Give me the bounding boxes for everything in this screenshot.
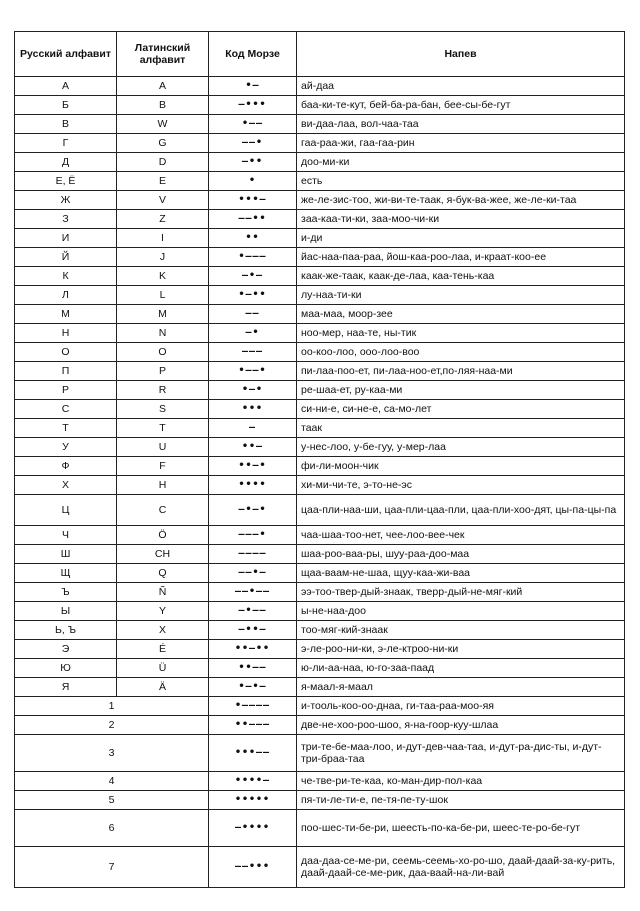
morse-code-cell: ••–•• [209,640,297,659]
morse-code-cell: ––– [209,343,297,362]
russian-letter-cell: Ш [15,545,117,564]
chant-cell: даа-даа-се-ме-ри, сеемь-сеемь-хо-ро-шо, даай-даай-за-ку-рить, даай-даай-се-ме-рик, даа-ваай-на-ли-вай [297,847,625,888]
table-row [15,172,625,191]
table-row [15,96,625,115]
header-morse-code: Код Морзе [209,32,297,77]
table-row [15,791,625,810]
table-row [15,847,625,888]
table-body [15,77,625,888]
digit-cell: 5 [15,791,209,810]
russian-letter-cell: Э [15,640,117,659]
russian-letter-cell: Ц [15,495,117,526]
table-row [15,362,625,381]
table-row [15,697,625,716]
table-row [15,716,625,735]
russian-letter-cell: С [15,400,117,419]
morse-code-cell: •–•– [209,678,297,697]
morse-code-cell: •––– [209,248,297,267]
latin-letter-cell: M [117,305,209,324]
chant-cell: две-не-хоо-роо-шоо, я-на-гоор-куу-шлаа [297,716,625,735]
chant-cell: поо-шес-ти-бе-ри, шеесть-по-ка-бе-ри, шеес-те-ро-бе-гут [297,810,625,847]
table-row [15,343,625,362]
chant-cell: каак-же-таак, каак-де-лаа, каа-тень-каа [297,267,625,286]
latin-letter-cell: X [117,621,209,640]
header-latin-alphabet: Латинский алфавит [117,32,209,77]
chant-cell: ай-даа [297,77,625,96]
morse-table-container [14,31,625,888]
russian-letter-cell: Й [15,248,117,267]
chant-cell: оо-коо-лоо, ооо-лоо-воо [297,343,625,362]
chant-cell: пи-лаа-поо-ет, пи-лаа-ноо-ет,по-ляя-наа-ми [297,362,625,381]
morse-code-cell: ––•–– [209,583,297,602]
digit-cell: 2 [15,716,209,735]
chant-cell: ноо-мер, наа-те, ны-тик [297,324,625,343]
latin-letter-cell: S [117,400,209,419]
table-row [15,305,625,324]
morse-code-cell: ••–– [209,659,297,678]
chant-cell: йас-наа-паа-раа, йош-каа-роо-лаа, и-краат-коо-ее [297,248,625,267]
latin-letter-cell: Z [117,210,209,229]
digit-cell: 4 [15,772,209,791]
chant-cell: маа-маа, моор-зее [297,305,625,324]
table-row [15,267,625,286]
russian-letter-cell: Б [15,96,117,115]
morse-code-cell: •• [209,229,297,248]
latin-letter-cell: Q [117,564,209,583]
chant-cell: лу-наа-ти-ки [297,286,625,305]
chant-cell: у-нес-лоо, у-бе-гуу, у-мер-лаа [297,438,625,457]
morse-code-cell: •••–– [209,735,297,772]
chant-cell: баа-ки-те-кут, бей-ба-ра-бан, бее-сы-бе-гут [297,96,625,115]
chant-cell: ре-шаа-ет, ру-каа-ми [297,381,625,400]
morse-code-cell: ••–• [209,457,297,476]
table-row [15,659,625,678]
chant-cell: ю-ли-аа-наа, ю-го-заа-паад [297,659,625,678]
chant-cell: и-тооль-коо-оо-днаа, ги-таа-раа-моо-яя [297,697,625,716]
table-row [15,419,625,438]
header-chant: Напев [297,32,625,77]
latin-letter-cell: CH [117,545,209,564]
chant-cell: че-тве-ри-те-каа, ко-ман-дир-пол-каа [297,772,625,791]
russian-letter-cell: Х [15,476,117,495]
chant-cell: ы-не-наа-доо [297,602,625,621]
table-row [15,248,625,267]
morse-code-cell: ••••• [209,791,297,810]
latin-letter-cell: W [117,115,209,134]
table-row [15,153,625,172]
chant-cell: доо-ми-ки [297,153,625,172]
table-row [15,457,625,476]
morse-code-cell: –––– [209,545,297,564]
morse-code-cell: ––•• [209,210,297,229]
latin-letter-cell: C [117,495,209,526]
latin-letter-cell: K [117,267,209,286]
russian-letter-cell: У [15,438,117,457]
morse-code-table [14,31,625,888]
latin-letter-cell: L [117,286,209,305]
russian-letter-cell: М [15,305,117,324]
digit-cell: 6 [15,810,209,847]
morse-code-cell: –•••• [209,810,297,847]
chant-cell: щаа-ваам-не-шаа, щуу-каа-жи-ваа [297,564,625,583]
morse-code-cell: ••––– [209,716,297,735]
chant-cell: я-маал-я-маал [297,678,625,697]
latin-letter-cell: Ä [117,678,209,697]
latin-letter-cell: V [117,191,209,210]
chant-cell: пя-ти-ле-ти-е, пе-тя-пе-ту-шок [297,791,625,810]
russian-letter-cell: Д [15,153,117,172]
latin-letter-cell: R [117,381,209,400]
latin-letter-cell: G [117,134,209,153]
chant-cell: тоо-мяг-кий-знаак [297,621,625,640]
russian-letter-cell: Ч [15,526,117,545]
russian-letter-cell: Ж [15,191,117,210]
chant-cell: есть [297,172,625,191]
chant-cell: си-ни-е, си-не-е, са-мо-лет [297,400,625,419]
morse-code-cell: –• [209,324,297,343]
table-row [15,678,625,697]
table-row [15,810,625,847]
latin-letter-cell: H [117,476,209,495]
russian-letter-cell: Ь, Ъ [15,621,117,640]
russian-letter-cell: П [15,362,117,381]
latin-letter-cell: O [117,343,209,362]
chant-cell: же-ле-зис-тоо, жи-ви-те-таак, я-бук-ва-жее, же-ле-ки-таа [297,191,625,210]
chant-cell: ээ-тоо-твер-дый-знаак, тверр-дый-не-мяг-кий [297,583,625,602]
morse-code-cell: •–––– [209,697,297,716]
chant-cell: шаа-роо-ваа-ры, шуу-раа-доо-маа [297,545,625,564]
morse-code-cell: –•–– [209,602,297,621]
latin-letter-cell: P [117,362,209,381]
russian-letter-cell: И [15,229,117,248]
russian-letter-cell: О [15,343,117,362]
russian-letter-cell: Ъ [15,583,117,602]
latin-letter-cell: T [117,419,209,438]
chant-cell: цаа-пли-наа-ши, цаа-пли-цаа-пли, цаа-пли-хоо-дят, цы-па-цы-па [297,495,625,526]
morse-code-cell: •– [209,77,297,96]
latin-letter-cell: U [117,438,209,457]
table-row [15,602,625,621]
table-row [15,286,625,305]
table-row [15,621,625,640]
table-row [15,115,625,134]
russian-letter-cell: Ф [15,457,117,476]
table-row [15,640,625,659]
morse-code-cell: •••– [209,191,297,210]
latin-letter-cell: Y [117,602,209,621]
morse-code-cell: –•–• [209,495,297,526]
table-row [15,564,625,583]
chant-cell: таак [297,419,625,438]
latin-letter-cell: Ö [117,526,209,545]
morse-code-cell: –••– [209,621,297,640]
russian-letter-cell: Л [15,286,117,305]
chant-cell: фи-ли-моон-чик [297,457,625,476]
latin-letter-cell: É [117,640,209,659]
morse-code-cell: –••• [209,96,297,115]
morse-code-cell: ––• [209,134,297,153]
table-row [15,545,625,564]
latin-letter-cell: F [117,457,209,476]
latin-letter-cell: Ñ [117,583,209,602]
russian-letter-cell: Ю [15,659,117,678]
morse-code-cell: – [209,419,297,438]
morse-code-cell: –– [209,305,297,324]
russian-letter-cell: В [15,115,117,134]
table-row [15,438,625,457]
morse-code-cell: ••• [209,400,297,419]
russian-letter-cell: Н [15,324,117,343]
russian-letter-cell: Щ [15,564,117,583]
russian-letter-cell: А [15,77,117,96]
morse-code-cell: –––• [209,526,297,545]
table-row [15,400,625,419]
chant-cell: ви-даа-лаа, вол-чаа-таа [297,115,625,134]
digit-cell: 7 [15,847,209,888]
table-row [15,583,625,602]
latin-letter-cell: E [117,172,209,191]
latin-letter-cell: D [117,153,209,172]
table-row [15,526,625,545]
morse-code-cell: ••••– [209,772,297,791]
table-row [15,134,625,153]
russian-letter-cell: З [15,210,117,229]
header-russian-alphabet: Русский алфавит [15,32,117,77]
table-row [15,772,625,791]
morse-code-cell: ––•– [209,564,297,583]
russian-letter-cell: Е, Ё [15,172,117,191]
chant-cell: и-ди [297,229,625,248]
table-row [15,476,625,495]
morse-code-cell: •–– [209,115,297,134]
morse-code-cell: •–• [209,381,297,400]
russian-letter-cell: Я [15,678,117,697]
morse-code-cell: • [209,172,297,191]
latin-letter-cell: N [117,324,209,343]
table-row [15,210,625,229]
digit-cell: 3 [15,735,209,772]
chant-cell: заа-каа-ти-ки, заа-моо-чи-ки [297,210,625,229]
morse-code-cell: •–•• [209,286,297,305]
latin-letter-cell: Ü [117,659,209,678]
header-row [15,32,625,77]
table-row [15,324,625,343]
digit-cell: 1 [15,697,209,716]
chant-cell: хи-ми-чи-те, э-то-не-эс [297,476,625,495]
table-row [15,191,625,210]
russian-letter-cell: Т [15,419,117,438]
morse-code-cell: –•– [209,267,297,286]
chant-cell: три-те-бе-маа-лоо, и-дут-дев-чаа-таа, и-дут-ра-дис-ты, и-дут-три-браа-таа [297,735,625,772]
chant-cell: э-ле-роо-ни-ки, э-ле-ктроо-ни-ки [297,640,625,659]
chant-cell: чаа-шаа-тоо-нет, чее-лоо-вее-чек [297,526,625,545]
table-row [15,77,625,96]
russian-letter-cell: Р [15,381,117,400]
morse-code-cell: •––• [209,362,297,381]
latin-letter-cell: I [117,229,209,248]
russian-letter-cell: Ы [15,602,117,621]
morse-code-cell: •••• [209,476,297,495]
chant-cell: гаа-раа-жи, гаа-гаа-рин [297,134,625,153]
morse-code-cell: –•• [209,153,297,172]
table-row [15,229,625,248]
morse-code-cell: ––••• [209,847,297,888]
latin-letter-cell: B [117,96,209,115]
latin-letter-cell: A [117,77,209,96]
table-row [15,735,625,772]
russian-letter-cell: К [15,267,117,286]
morse-code-cell: ••– [209,438,297,457]
table-row [15,381,625,400]
table-row [15,495,625,526]
russian-letter-cell: Г [15,134,117,153]
latin-letter-cell: J [117,248,209,267]
